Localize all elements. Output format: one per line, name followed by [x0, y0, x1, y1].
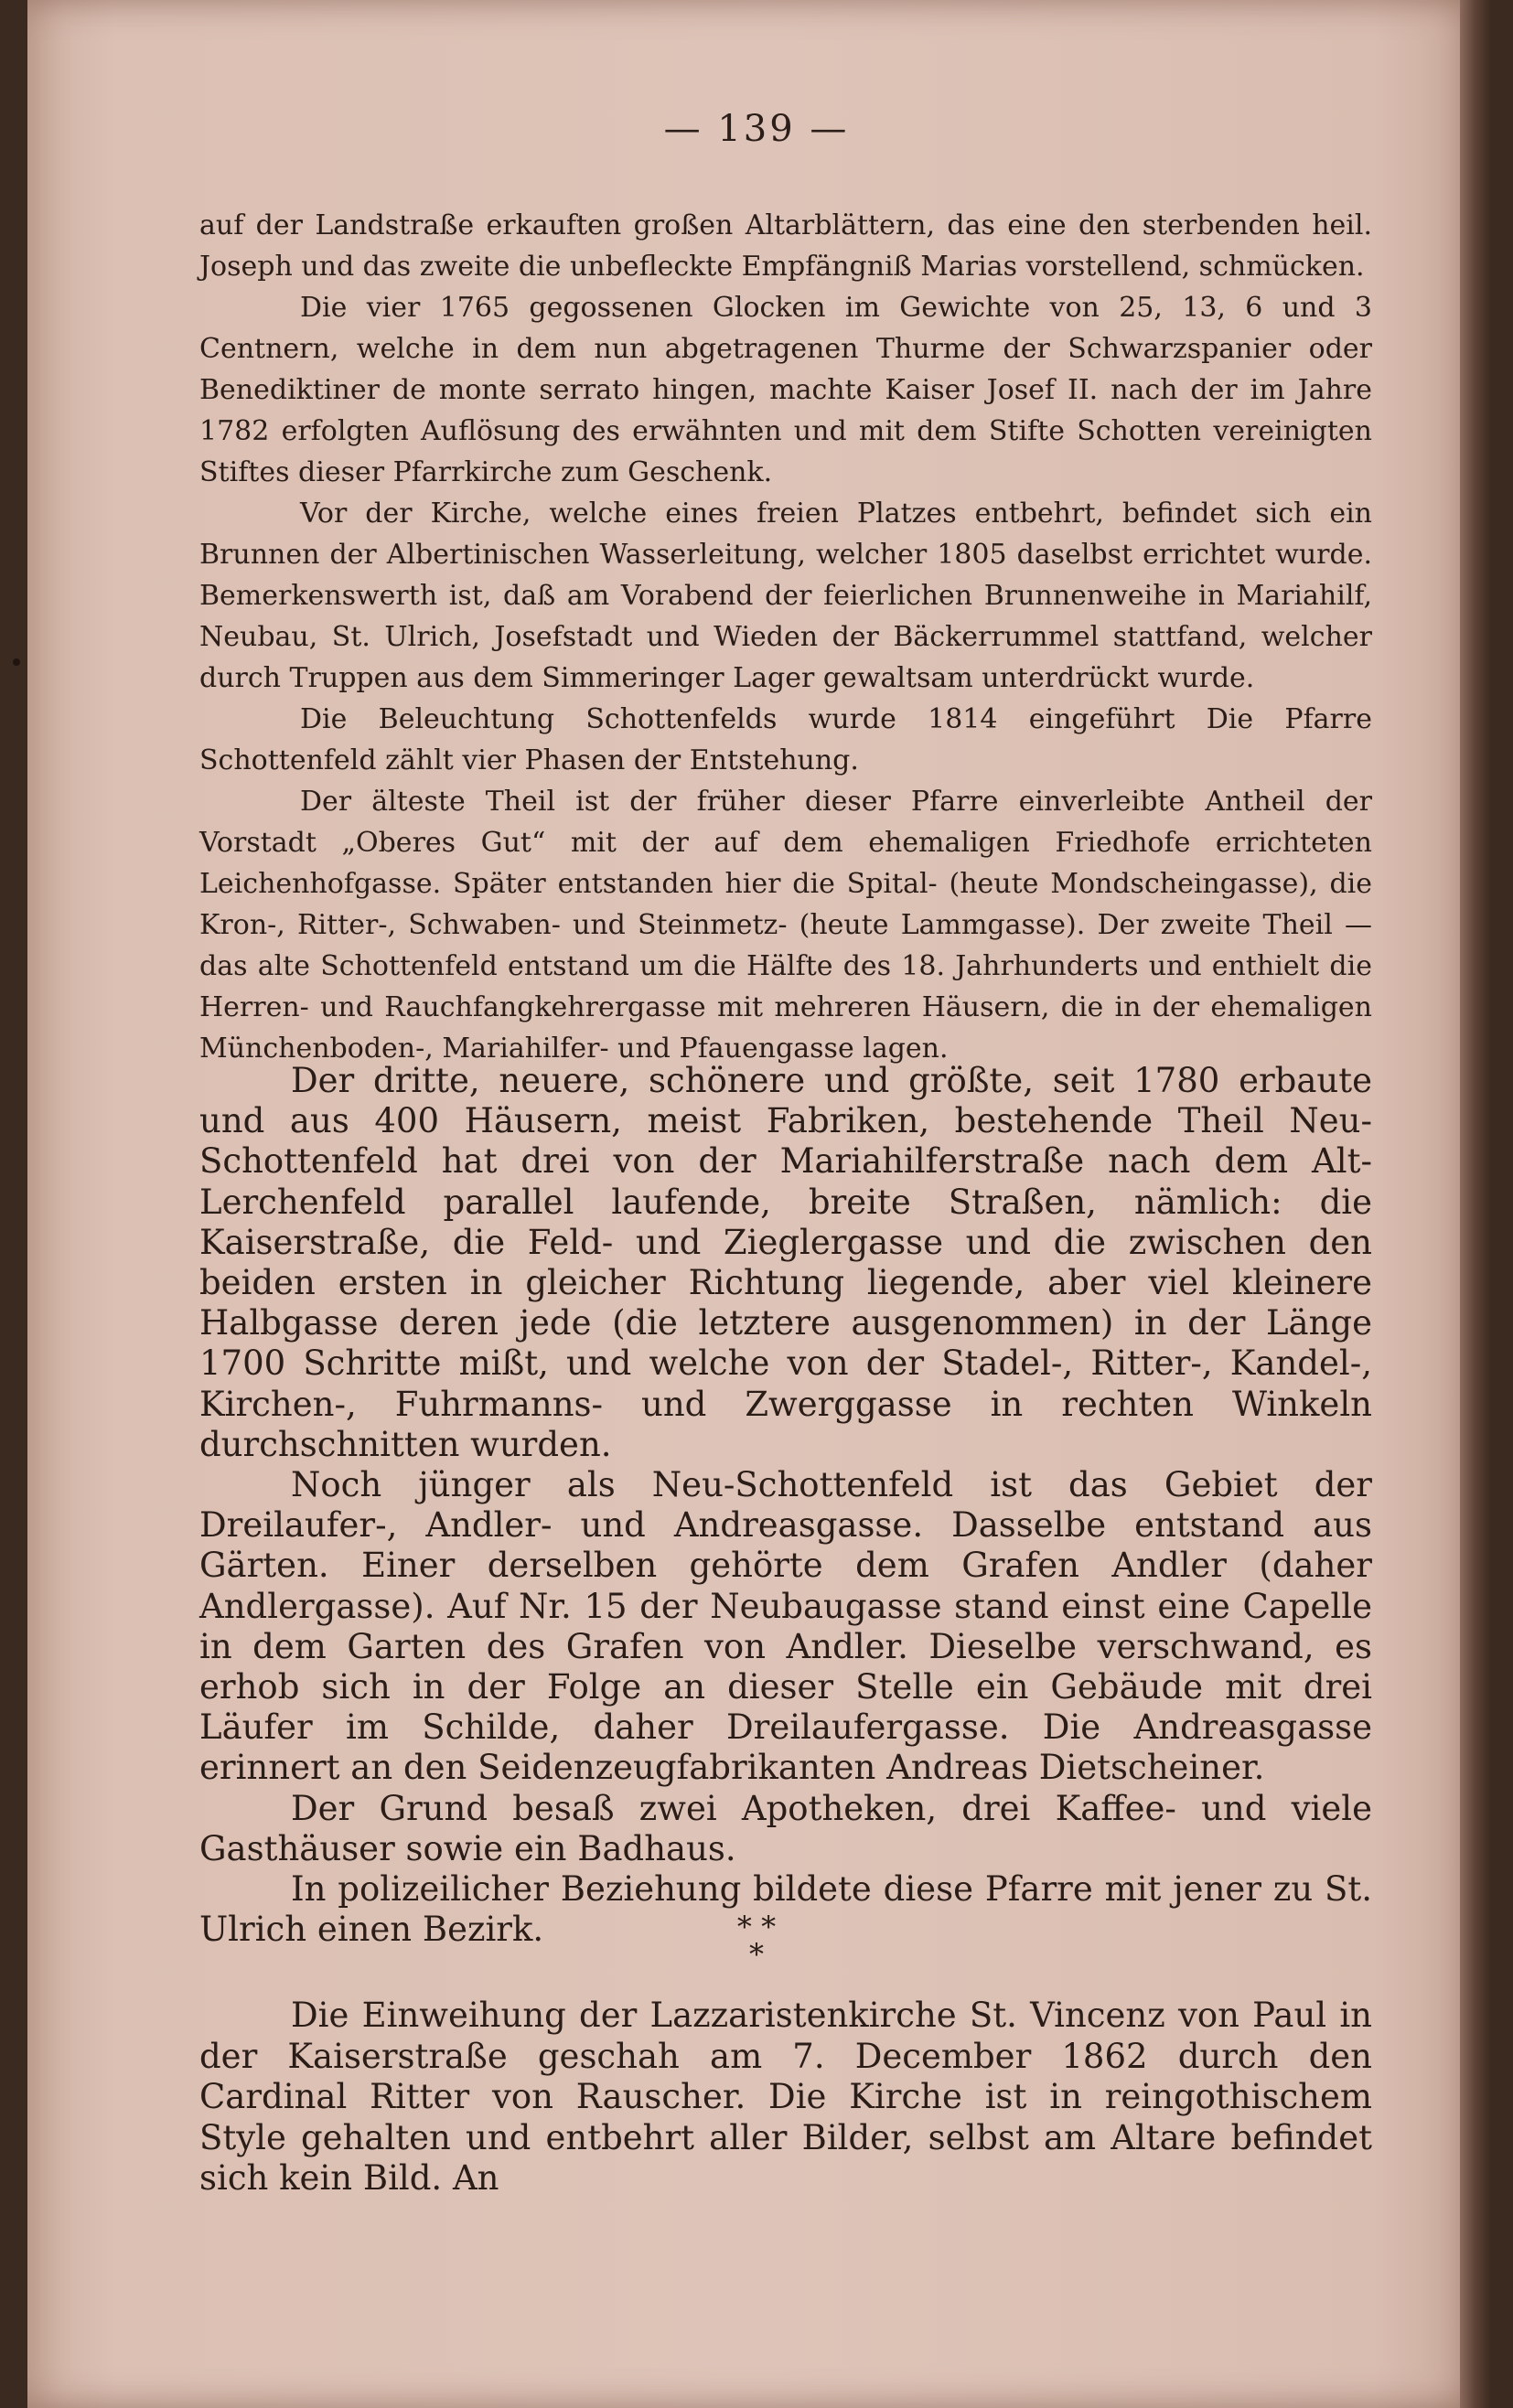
paragraph-bezirk: In polizeilicher Beziehung bildete diese Pfarre mit jener zu St. Ulrich einen Bezirk. [199, 1869, 1372, 1950]
paragraph-altarblaetter: auf der Landstraße erkauften großen Altarblättern, das eine den sterbenden heil. Joseph und das zweite die unbefleckte Empfängniß Marias vorstellend, schmücken. [199, 209, 1372, 283]
paragraph-beleuchtung: Die Beleuchtung Schottenfelds wurde 1814 eingeführt Die Pfarre Schottenfeld zählt vier Phasen der Entstehung. [199, 703, 1372, 776]
paragraph-brunnen: Vor der Kirche, welche eines freien Platzes entbehrt, befindet sich ein Brunnen der Albertinischen Wasserleitung, welcher 1805 daselbst errichtet wurde. Bemerkenswerth ist, daß am Vorabend der feierlichen Brunnenweihe in Mariahilf, Neubau, St. Ulrich, Josefstadt und Wieden der Bäckerrummel stattfand, welcher durch Truppen aus dem Simmeringer Lager gewaltsam unterdrückt wurde. [199, 498, 1372, 694]
margin-mark [13, 658, 20, 666]
large-print-block [199, 1061, 1372, 1950]
page-number: — 139 — [663, 108, 850, 150]
paragraph-grund: Der Grund besaß zwei Apotheken, drei Kaffee- und viele Gasthäuser sowie ein Badhaus. [199, 1788, 1372, 1868]
book-spine-shadow [1460, 0, 1491, 2408]
paragraph-neu-schottenfeld: Noch jünger als Neu-Schottenfeld ist das Gebiet der Dreilaufer-, Andler- und Andreasgasse. Dasselbe entstand aus Gärten. Einer derselben gehörte dem Grafen Andler (daher Andlergasse). Auf Nr. 15 der Neubaugasse stand einst eine Capelle in dem Garten des Grafen von Andler. Dieselbe verschwand, es erhob sich in der Folge an dieser Stelle ein Gebäude mit drei Läufer im Schilde, daher Dreilaufergasse. Die Andreasgasse erinnert an den Seidenzeugfabrikanten Andreas Dietscheiner. [199, 1465, 1372, 1788]
paragraph-aeltester-theil: Der älteste Theil ist der früher dieser Pfarre einverleibte Antheil der Vorstadt „Oberes Gut“ mit der auf dem ehemaligen Friedhofe errichteten Leichenhofgasse. Später entstanden hier die Spital- (heute Mondscheingasse), die Kron-, Ritter-, Schwaben- und Steinmetz- (heute Lammgasse). Der zweite Theil — das alte Schottenfeld entstand um die Hälfte des 18. Jahrhunderts und enthielt die Herren- und Rauchfangkehrergasse mit mehreren Häusern, die in der ehemaligen Münchenboden-, Mariahilfer- und Pfauengasse lagen. [199, 786, 1372, 1065]
paragraph-einweihung: Die Einweihung der Lazzaristenkirche St. Vincenz von Paul in der Kaiserstraße geschah am 7. December 1862 durch den Cardinal Ritter von Rauscher. Die Kirche ist in reingothischem Style gehalten und entbehrt aller Bilder, selbst am Altare befindet sich kein Bild. An [199, 1996, 1372, 2198]
section-separator: * * * [736, 1910, 777, 1972]
small-print-block [199, 205, 1372, 1069]
paragraph-dritter-theil: Der dritte, neuere, schönere und größte, seit 1780 erbaute und aus 400 Häusern, meist Fabriken, bestehende Theil Neu-Schottenfeld hat drei von der Mariahilferstraße nach dem Alt-Lerchenfeld parallel laufende, breite Straßen, nämlich: die Kaiserstraße, die Feld- und Zieglergasse und die zwischen den beiden ersten in gleicher Richtung liegende, aber viel kleinere Halbgasse deren jede (die letztere ausgenommen) in der Länge 1700 Schritte mißt, und welche von der Stadel-, Ritter-, Kandel-, Kirchen-, Fuhrmanns- und Zwerggasse in rechten Winkeln durchschnitten wurden. [199, 1061, 1372, 1464]
paragraph-glocken: Die vier 1765 gegossenen Glocken im Gewichte von 25, 13, 6 und 3 Centnern, welche in dem nun abgetragenen Thurme der Schwarzspanier oder Benediktiner de monte serrato hingen, machte Kaiser Josef II. nach der im Jahre 1782 erfolgten Auflösung des erwähnten und mit dem Stifte Schotten vereinigten Stiftes dieser Pfarrkirche zum Geschenk. [199, 292, 1372, 488]
section-lazzaristenkirche [199, 1996, 1372, 2199]
